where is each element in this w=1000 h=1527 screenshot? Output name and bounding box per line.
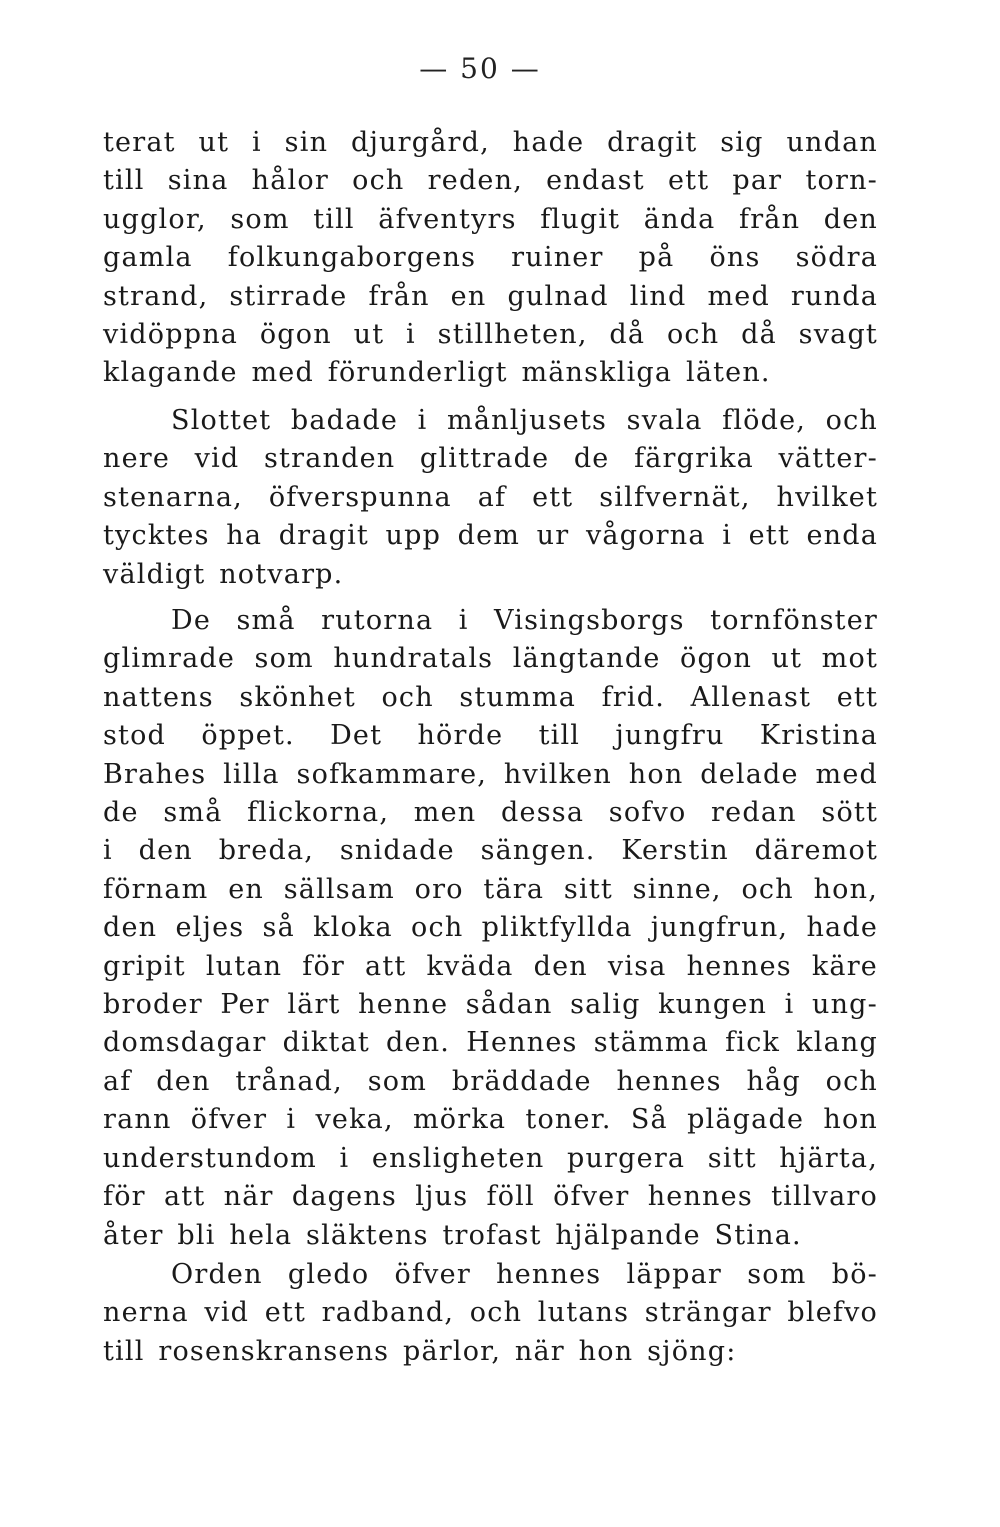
text-line: understundom i ensligheten purgera sitt hjärta, <box>103 1142 878 1174</box>
text-line: stenarna, öfverspunna af ett silfvernät, hvilket <box>103 481 878 513</box>
text-line: tycktes ha dragit upp dem ur vågorna i ett enda <box>103 520 878 552</box>
paragraph-4 <box>103 1256 878 1371</box>
text-line: den eljes så kloka och pliktfyllda jungfrun, hade <box>103 912 878 944</box>
text-line: väldigt notvarp. <box>103 558 344 590</box>
paragraph-1 <box>103 124 878 393</box>
text-line: nerna vid ett radband, och lutans strängar blefvo <box>103 1297 878 1329</box>
text-line: broder Per lärt henne sådan salig kungen i ung- <box>103 989 878 1021</box>
text-line: till sina hålor och reden, endast ett par torn- <box>103 165 878 197</box>
text-line: för att när dagens ljus föll öfver hennes tillvaro <box>103 1181 878 1213</box>
paragraph-3 <box>103 602 878 1255</box>
text-line: Orden gledo öfver hennes läppar som bö- <box>171 1259 878 1290</box>
text-line: förnam en sällsam oro tära sitt sinne, och hon, <box>103 873 878 905</box>
text-line: till rosenskransens pärlor, när hon sjöng: <box>103 1335 737 1367</box>
text-line: Slottet badade i månljusets svala flöde, och <box>171 405 878 436</box>
text-line: terat ut i sin djurgård, hade dragit sig undan <box>103 127 878 158</box>
text-line: i den breda, snidade sängen. Kerstin däremot <box>103 835 878 867</box>
text-line: gripit lutan för att kväda den visa hennes käre <box>103 950 878 982</box>
text-line: rann öfver i veka, mörka toner. Så plägade hon <box>103 1104 878 1136</box>
text-line: åter bli hela släktens trofast hjälpande Stina. <box>103 1219 802 1251</box>
paragraph-2 <box>103 402 878 594</box>
text-line: stod öppet. Det hörde till jungfru Kristina <box>103 720 878 752</box>
text-line: gamla folkungaborgens ruiner på öns södra <box>103 242 878 274</box>
text-line: domsdagar diktat den. Hennes stämma fick klang <box>103 1027 878 1059</box>
text-line: strand, stirrade från en gulnad lind med runda <box>103 280 878 312</box>
page-number: — 50 — <box>419 52 541 85</box>
text-line: af den trånad, som bräddade hennes håg och <box>103 1065 878 1097</box>
text-line: Brahes lilla sofkammare, hvilken hon delade med <box>103 758 878 790</box>
text-line: vidöppna ögon ut i stillheten, då och då svagt <box>103 319 878 351</box>
text-line: ugglor, som till äfventyrs flugit ända från den <box>103 203 878 235</box>
text-line: De små rutorna i Visingsborgs tornfönster <box>171 605 878 636</box>
text-line: de små flickorna, men dessa sofvo redan sött <box>103 797 878 829</box>
text-line: glimrade som hundratals längtande ögon ut mot <box>103 643 878 675</box>
text-line: klagande med förunderligt mänskliga läten. <box>103 357 771 389</box>
text-line: nere vid stranden glittrade de färgrika vätter- <box>103 443 878 475</box>
text-line: nattens skönhet och stumma frid. Allenast ett <box>103 681 878 713</box>
